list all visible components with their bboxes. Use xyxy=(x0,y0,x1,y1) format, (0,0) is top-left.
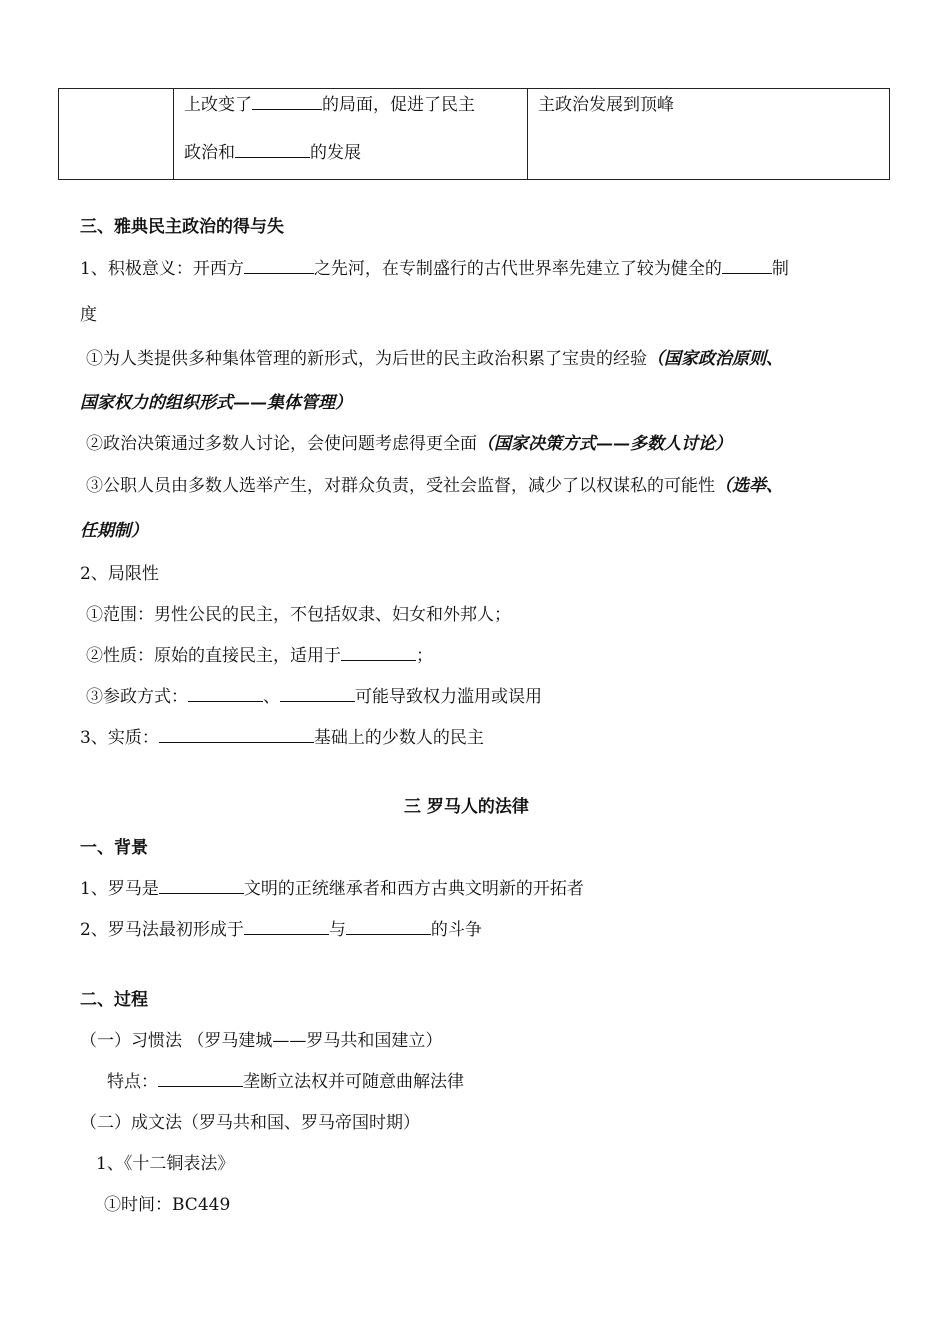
paragraph-essence: 3、实质： 基础上的少数人的民主 xyxy=(80,728,484,748)
list-item: ①范围：男性公民的民主，不包括奴隶、妇女和外邦人； xyxy=(86,605,511,625)
list-item-continuation: 任期制） xyxy=(80,521,148,541)
paragraph-background-1: 1、罗马是 文明的正统继承者和西方古典文明新的开拓者 xyxy=(80,879,584,899)
list-item: ②政治决策通过多数人讨论，会使问题考虑得更全面（国家决策方式——多数人讨论） xyxy=(86,434,732,454)
list-item: ①为人类提供多种集体管理的新形式，为后世的民主政治积累了宝贵的经验（国家政治原则、 xyxy=(86,349,783,369)
blank-line[interactable] xyxy=(188,686,263,702)
blank-line[interactable] xyxy=(244,258,314,274)
paragraph-background-2: 2、罗马法最初形成于 与 的斗争 xyxy=(80,920,482,940)
paragraph-feature: 特点： 垄断立法权并可随意曲解法律 xyxy=(107,1072,464,1092)
cell2-line1: 上改变了 的局面，促进了民主 xyxy=(184,95,475,115)
blank-line[interactable] xyxy=(158,1071,243,1087)
table-row xyxy=(59,89,890,180)
paragraph-continuation: 度 xyxy=(80,305,97,325)
blank-line[interactable] xyxy=(244,919,329,935)
page-title: 三 罗马人的法律 xyxy=(404,797,529,817)
paragraph-limitations: 2、局限性 xyxy=(80,564,159,584)
section-heading: 三、雅典民主政治的得与失 xyxy=(80,217,284,237)
table-cell-2 xyxy=(174,89,528,180)
blank-line[interactable] xyxy=(252,94,322,110)
blank-line[interactable] xyxy=(159,727,314,743)
paragraph-written-law: （二）成文法（罗马共和国、罗马帝国时期） xyxy=(80,1113,420,1133)
list-item: ②性质：原始的直接民主，适用于 ； xyxy=(86,646,433,666)
table-cell-1 xyxy=(59,89,174,180)
blank-line[interactable] xyxy=(346,919,431,935)
list-item: ③参政方式： 、 可能导致权力滥用或误用 xyxy=(86,687,542,707)
cell3-line1: 主政治发展到顶峰 xyxy=(538,95,674,115)
paragraph-twelve-tables: 1、《十二铜表法》 xyxy=(96,1154,235,1174)
list-item-continuation: 国家权力的组织形式——集体管理） xyxy=(80,393,352,413)
blank-line[interactable] xyxy=(159,878,244,894)
paragraph-positive-significance: 1、积极意义：开西方 之先河，在专制盛行的古代世界率先建立了较为健全的 制 xyxy=(80,259,789,279)
blank-line[interactable] xyxy=(235,142,310,158)
blank-line[interactable] xyxy=(341,645,416,661)
list-item: ①时间：BC449 xyxy=(104,1195,231,1215)
cell2-line2: 政治和 的发展 xyxy=(184,143,361,163)
top-table xyxy=(58,88,890,180)
blank-line[interactable] xyxy=(722,258,772,274)
list-item: ③公职人员由多数人选举产生，对群众负责，受社会监督，减少了以权谋私的可能性（选举、 xyxy=(86,476,783,496)
paragraph-customary-law: （一）习惯法 （罗马建城——罗马共和国建立） xyxy=(80,1031,443,1051)
section-heading: 二、过程 xyxy=(80,990,148,1010)
section-heading: 一、背景 xyxy=(80,838,148,858)
blank-line[interactable] xyxy=(280,686,355,702)
table-cell-3 xyxy=(528,89,890,180)
